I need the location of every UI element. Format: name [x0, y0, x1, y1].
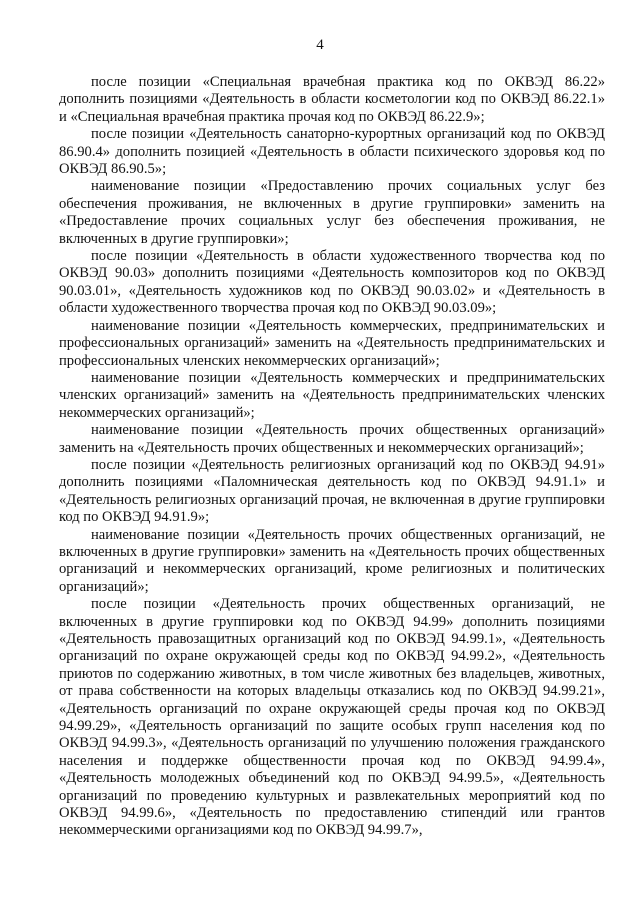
paragraph-professional-organizations: наименование позиции «Деятельность коммерческих, предпринимательских и профессиональных организаций» заменить на «Деятельность предпринимательских и профессиональных членских некоммерческих организаций»;: [59, 317, 605, 369]
page-number: 4: [316, 37, 324, 53]
paragraph-cosmetology: после позиции «Специальная врачебная практика код по ОКВЭД 86.22» дополнить позициями «Деятельность в области косметологии код по ОКВЭД 86.22.1» и «Специальная врачебная практика прочая код по ОКВЭД 86.22.9»;: [59, 74, 605, 125]
paragraph-other-public-organizations: наименование позиции «Деятельность прочих общественных организаций, не включенных в другие группировки» заменить на «Деятельность прочих общественных организаций и некоммерческих организаций, кроме религиозных и политических организаций»;: [59, 526, 605, 595]
paragraph-social-services: наименование позиции «Предоставлению прочих социальных услуг без обеспечения проживания, не включенных в другие группировки» заменить на «Предоставление прочих социальных услуг без обеспечения проживания, не включенных в другие группировки»;: [59, 178, 605, 247]
paragraph-additional-positions: после позиции «Деятельность прочих общественных организаций, не включенных в другие группировки код по ОКВЭД 94.99» дополнить позициями «Деятельность правозащитных организаций код по ОКВЭД 94.99.1», «Деятельность организаций по охране окружающей среды код по ОКВЭД 94.99.2», «Деятельность приютов по содержанию животных, в том числе животных без владельцев, животных, от права собственности на которых владельцы отказались код по ОКВЭД 94.99.21», «Деятельность организаций по охране окружающей среды прочая код по ОКВЭД 94.99.29», «Деятельность организаций по защите особых групп населения код по ОКВЭД 94.99.3», «Деятельность организаций по улучшению положения гражданского населения и поддержке общественности прочая код по ОКВЭД 94.99.4», «Деятельность молодежных объединений код по ОКВЭД 94.99.5», «Деятельность организаций по проведению культурных и развлекательных мероприятий код по ОКВЭД 94.99.6», «Деятельность по предоставлению стипендий или грантов некоммерческими организациями код по ОКВЭД 94.99.7»,: [59, 596, 605, 839]
paragraph-sanatorium: после позиции «Деятельность санаторно-курортных организаций код по ОКВЭД 86.90.4» дополнить позицией «Деятельность в области психического здоровья код по ОКВЭД 86.90.5»;: [59, 126, 605, 178]
paragraph-business-membership: наименование позиции «Деятельность коммерческих и предпринимательских членских организаций» заменить на «Деятельность предпринимательских членских некоммерческих организаций»;: [59, 369, 605, 421]
paragraph-religious-organizations: после позиции «Деятельность религиозных организаций код по ОКВЭД 94.91» дополнить позициями «Паломническая деятельность код по ОКВЭД 94.91.1» и «Деятельность религиозных организаций прочая, не включенная в другие группировки код по ОКВЭД 94.91.9»;: [59, 456, 605, 526]
document-body: [59, 74, 605, 840]
paragraph-public-organizations: наименование позиции «Деятельность прочих общественных организаций» заменить на «Деятельность прочих общественных и некоммерческих организаций»;: [59, 422, 605, 456]
paragraph-art-creativity: после позиции «Деятельность в области художественного творчества код по ОКВЭД 90.03» дополнить позициями «Деятельность композиторов код по ОКВЭД 90.03.01», «Деятельность художников код по ОКВЭД 90.03.02» и «Деятельность в области художественного творчества прочая код по ОКВЭД 90.03.09»;: [59, 248, 605, 317]
